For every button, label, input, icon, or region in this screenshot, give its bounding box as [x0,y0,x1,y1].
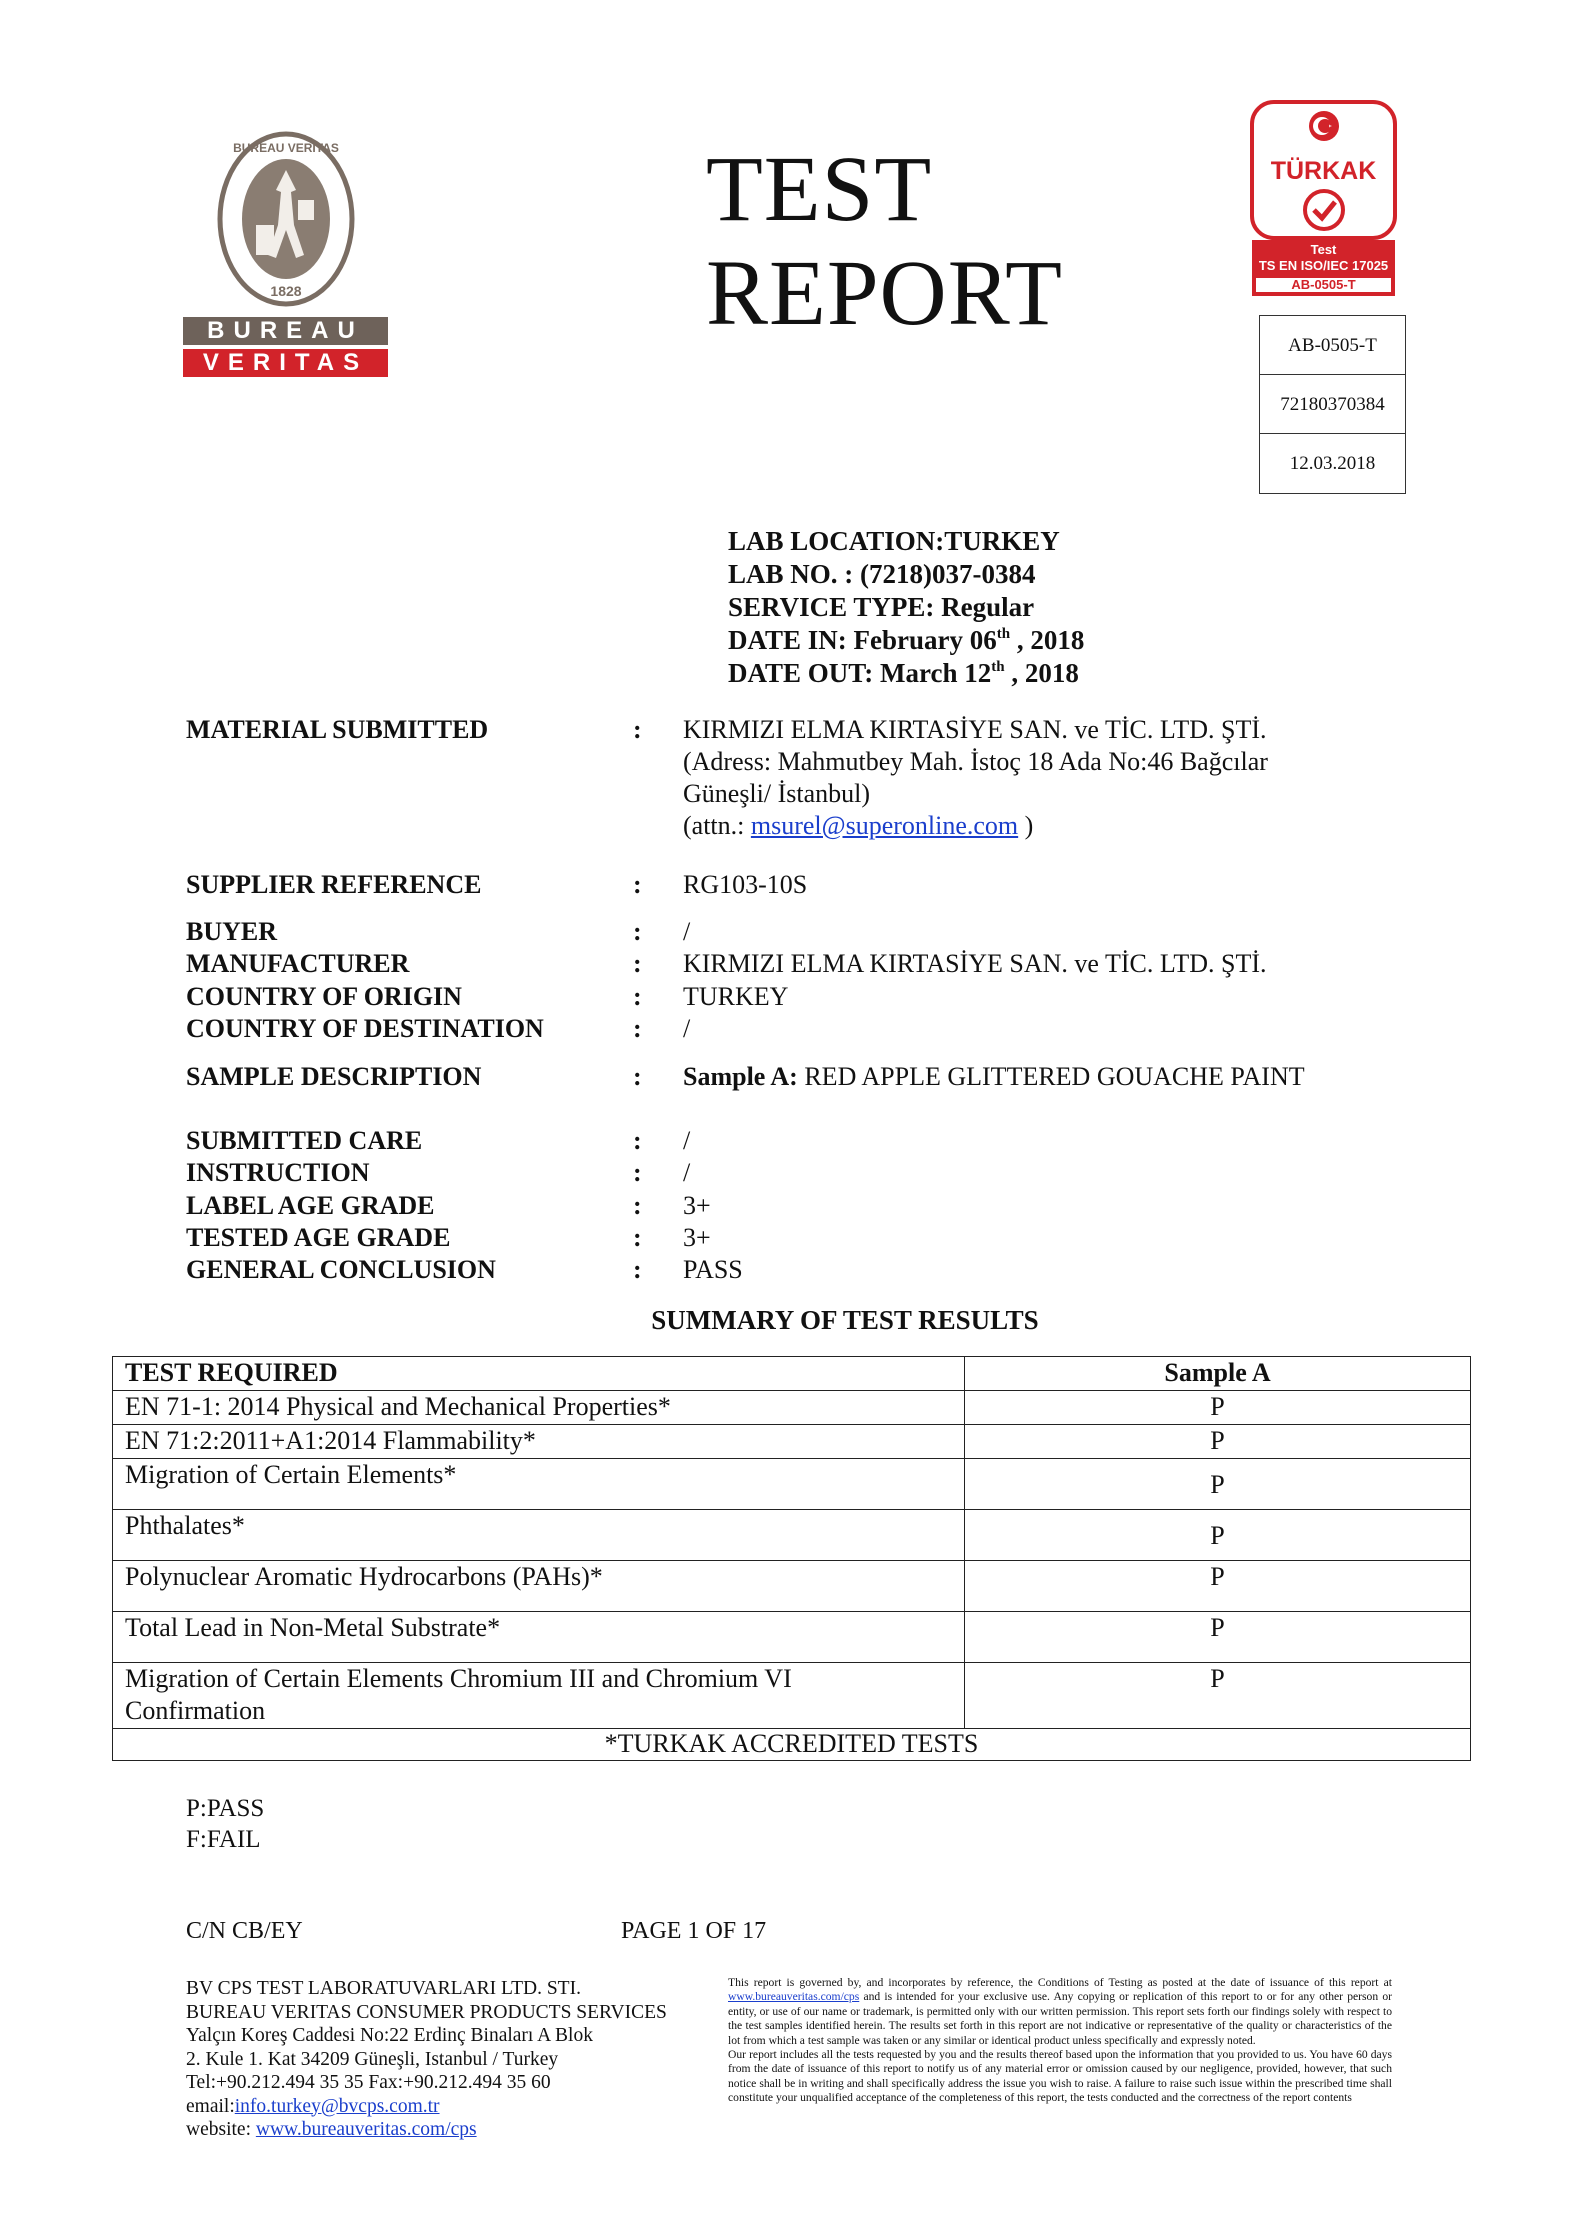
turkak-standard: TS EN ISO/IEC 17025 [1258,258,1389,273]
date-in: DATE IN: February 06th , 2018 [728,625,1085,655]
table-footnote-row [113,1729,1471,1761]
page-number: PAGE 1 OF 17 [621,1918,767,1944]
report-number: 72180370384 [1260,375,1405,434]
legal-disclaimer: This report is governed by, and incorporates by reference, the Conditions of Testing as posted at the date of issuance of this report at www.bureauveritas.com/cps and is intended for your exclusive use. Any copying or replication of this report to or for any other person or entity, or use of our name or trademark, is permitted only with our written permission. This report sets forth our findings solely with respect to the test samples identified herein. The results set forth in this report are not indicative or representative of the quality or characteristics of the lot from which a test sample was taken or any similar or identical product unless specifically and expressly noted. Our report includes all the tests requested by you and the results thereof based upon the information that you provided to us. You have 60 days from the date of issuance of this report to notify us of any material error or omission caused by our negligence, provided, however, that such notice shall be in writing and shall specifically address the issue you wish to raise. A failure to raise such issue within the prescribed time shall constitute your unqualified acceptance of the completeness of this report, the tests conducted and the correctness of the report contents [728,1976,1392,2105]
results-table [112,1356,1471,1761]
table-row: Migration of Certain Elements Chromium III and Chromium VI Confirmation P [113,1663,1471,1729]
lab-location: LAB LOCATION:TURKEY [728,526,1060,556]
reference-box [1259,315,1406,494]
attn-email-link[interactable]: msurel@superonline.com [750,811,1019,840]
column-header-sample: Sample A [965,1357,1471,1391]
bureau-veritas-logo [183,130,388,380]
email-link[interactable]: info.turkey@bvcps.com.tr [234,2095,440,2117]
crescent-star-icon [1308,110,1340,142]
table-row: Phthalates* P [113,1510,1471,1561]
footer-meta [186,1918,886,1945]
accredited-footnote: *TURKAK ACCREDITED TESTS [113,1729,1471,1761]
service-type: SERVICE TYPE: Regular [728,592,1035,622]
title-line-1: TEST [706,138,933,241]
disclaimer-link[interactable]: www.bureauveritas.com/cps [728,1990,860,2004]
svg-text:1828: 1828 [270,283,302,299]
turkak-logo [1250,100,1397,300]
table-row: Polynuclear Aromatic Hydrocarbons (PAHs)* P [113,1561,1471,1612]
table-row: Migration of Certain Elements* P [113,1459,1471,1510]
company-address: BV CPS TEST LABORATUVARLARI LTD. STI. BUREAU VERITAS CONSUMER PRODUCTS SERVICES Yalçın Koreş Caddesi No:22 Erdinç Binaları A Blok 2. Kule 1. Kat 34209 Güneşli, Istanbul / Turkey Tel:+90.212.494 35 35 Fax:+90.212.494 35 60 email:info.turkey@bvcps.com.tr website: www.bureauveritas.com/cps [186,1978,667,2140]
table-row: Total Lead in Non-Metal Substrate* P [113,1612,1471,1663]
turkak-brand: TÜRKAK [1270,157,1377,185]
page-title [706,138,1126,346]
lab-number: LAB NO. : (7218)037-0384 [728,559,1036,589]
turkak-info [1252,240,1395,296]
accreditation-number: AB-0505-T [1260,316,1405,375]
legend-fail: F:FAIL [186,1826,261,1853]
report-date: 12.03.2018 [1289,453,1376,474]
checkmark-icon [1302,188,1346,232]
title-line-2: REPORT [706,242,1063,345]
bv-brand-top: BUREAU [183,317,388,345]
bv-brand-bottom: VERITAS [183,349,388,377]
turkak-code: AB-0505-T [1254,276,1393,294]
date-out: DATE OUT: March 12th , 2018 [728,658,1079,688]
table-row: EN 71-1: 2014 Physical and Mechanical Properties* P [113,1391,1471,1425]
table-header-row [113,1357,1471,1391]
legend-pass: P:PASS [186,1795,265,1822]
turkak-test-label: Test [1310,242,1337,257]
website-link[interactable]: www.bureauveritas.com/cps [255,2119,477,2140]
lab-info [728,525,1084,690]
result-legend [186,1793,264,1855]
summary-title: SUMMARY OF TEST RESULTS [651,1305,1039,1335]
svg-text:BUREAU VERITAS: BUREAU VERITAS [233,141,339,155]
column-header-test: TEST REQUIRED [113,1357,965,1391]
cn-code: C/N CB/EY [186,1918,303,1944]
turkak-badge [1250,100,1397,240]
bureau-veritas-seal-icon [216,130,356,308]
table-row: EN 71:2:2011+A1:2014 Flammability* P [113,1425,1471,1459]
